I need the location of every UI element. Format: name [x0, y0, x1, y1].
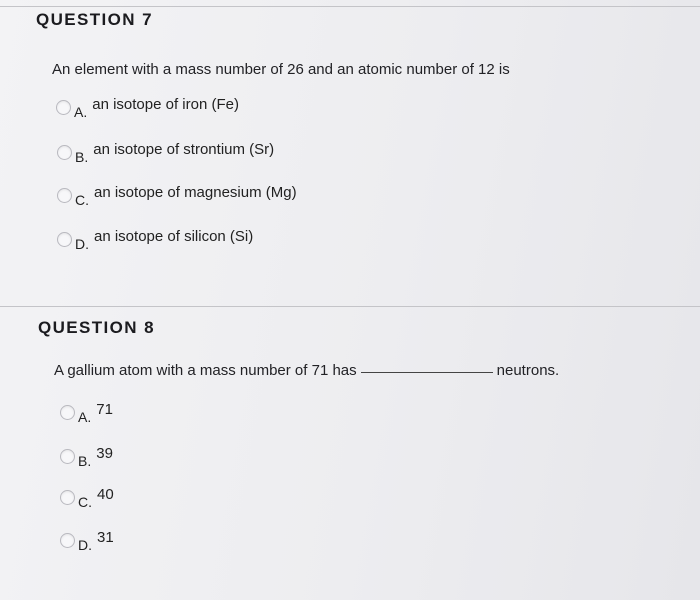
question-divider	[0, 306, 700, 307]
question-prompt: An element with a mass number of 26 and an atomic number of 12 is	[52, 61, 510, 78]
option-letter: D.	[75, 235, 89, 252]
radio-button[interactable]	[60, 490, 75, 505]
option-b[interactable]	[60, 445, 113, 469]
radio-button[interactable]	[60, 405, 75, 420]
option-text: 31	[97, 529, 114, 546]
option-text: an isotope of iron (Fe)	[92, 96, 239, 113]
question-title: QUESTION 8	[38, 318, 155, 337]
option-letter: C.	[78, 493, 92, 510]
radio-button[interactable]	[57, 145, 72, 160]
option-d[interactable]	[60, 529, 114, 553]
option-letter: B.	[78, 452, 92, 469]
option-letter: B.	[75, 148, 89, 165]
option-letter: C.	[75, 191, 89, 208]
radio-button[interactable]	[60, 533, 75, 548]
radio-button[interactable]	[60, 449, 75, 464]
option-text: an isotope of strontium (Sr)	[93, 141, 275, 158]
option-letter: D.	[78, 536, 92, 553]
question-prompt	[54, 362, 559, 379]
radio-button[interactable]	[57, 188, 72, 203]
answer-blank	[361, 372, 493, 373]
option-text: an isotope of magnesium (Mg)	[94, 184, 297, 201]
option-letter: A.	[74, 103, 88, 120]
option-a[interactable]	[56, 96, 239, 120]
option-b[interactable]	[57, 141, 275, 165]
option-c[interactable]	[57, 184, 297, 208]
top-divider	[0, 6, 700, 7]
prompt-text-before: A gallium atom with a mass number of 71 has	[54, 362, 357, 379]
option-letter: A.	[78, 408, 92, 425]
radio-button[interactable]	[57, 232, 72, 247]
option-c[interactable]	[60, 486, 114, 510]
option-text: an isotope of silicon (Si)	[94, 228, 254, 245]
option-text: 39	[96, 445, 113, 462]
option-text: 71	[96, 401, 113, 418]
option-d[interactable]	[57, 228, 254, 252]
option-a[interactable]	[60, 401, 113, 425]
radio-button[interactable]	[56, 100, 71, 115]
prompt-text-after: neutrons.	[496, 362, 560, 379]
question-title: QUESTION 7	[36, 10, 153, 29]
option-text: 40	[97, 486, 114, 503]
